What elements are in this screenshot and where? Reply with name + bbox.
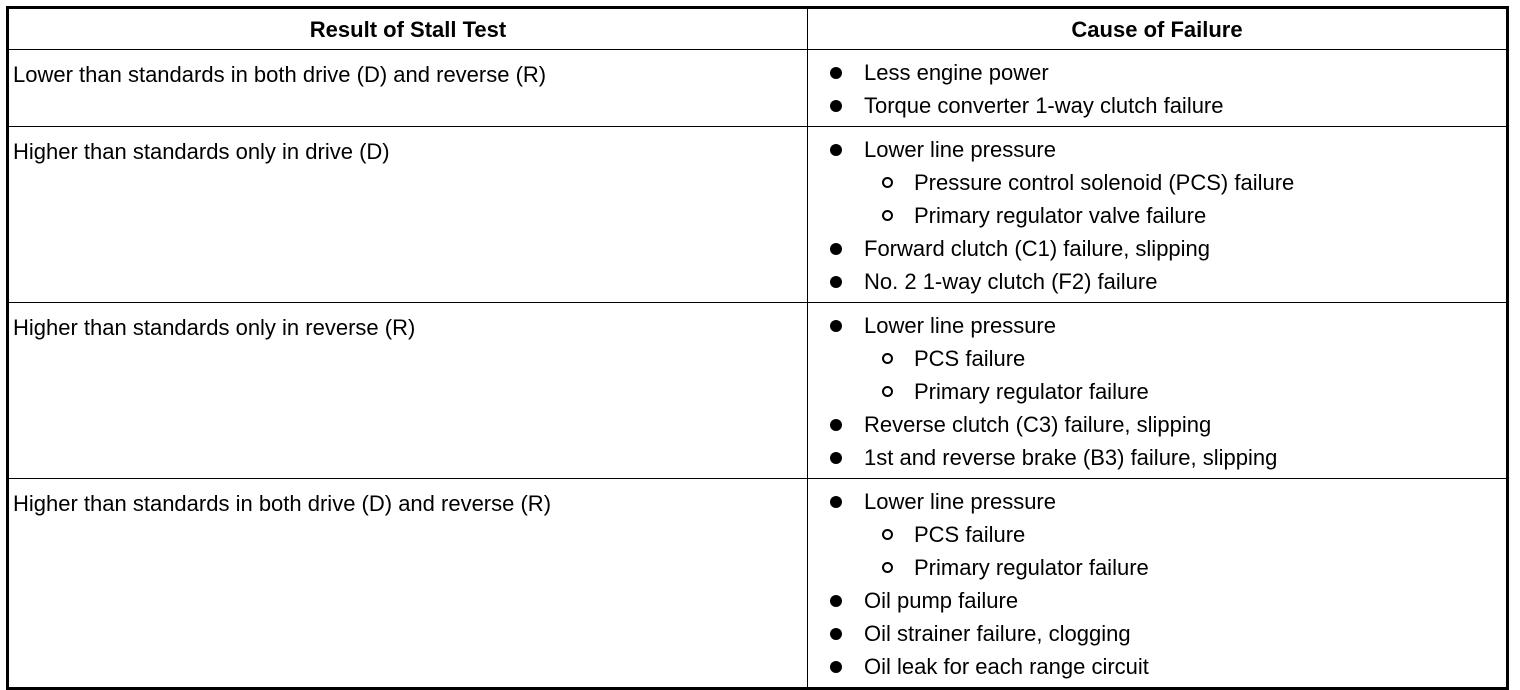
cause-item	[830, 56, 1506, 89]
filled-bullet-icon	[830, 496, 842, 508]
cause-text: Lower line pressure	[864, 137, 1056, 162]
cause-text: Oil leak for each range circuit	[864, 654, 1149, 679]
cause-item	[830, 265, 1506, 298]
cause-text: Primary regulator failure	[914, 555, 1149, 580]
cause-text: Less engine power	[864, 60, 1049, 85]
cause-subitem	[830, 342, 1506, 375]
result-cell: Higher than standards only in reverse (R)	[8, 303, 808, 479]
filled-bullet-icon	[830, 419, 842, 431]
cause-text: PCS failure	[914, 346, 1026, 371]
cause-subitem	[830, 166, 1506, 199]
table-row	[8, 127, 1508, 303]
cause-text: Primary regulator valve failure	[914, 203, 1207, 228]
cause-cell	[808, 50, 1508, 127]
header-cause: Cause of Failure	[808, 8, 1508, 50]
cause-text: Reverse clutch (C3) failure, slipping	[864, 412, 1212, 437]
cause-item	[830, 441, 1506, 474]
cause-text: Torque converter 1-way clutch failure	[864, 93, 1224, 118]
cause-cell	[808, 479, 1508, 689]
cause-text: Lower line pressure	[864, 313, 1056, 338]
cause-item	[830, 232, 1506, 265]
table-body	[8, 50, 1508, 689]
cause-item	[830, 584, 1506, 617]
hollow-bullet-icon	[882, 177, 893, 188]
cause-text: Pressure control solenoid (PCS) failure	[914, 170, 1295, 195]
filled-bullet-icon	[830, 144, 842, 156]
header-row	[8, 8, 1508, 50]
cause-cell	[808, 303, 1508, 479]
filled-bullet-icon	[830, 243, 842, 255]
stall-test-table	[6, 6, 1509, 690]
hollow-bullet-icon	[882, 353, 893, 364]
filled-bullet-icon	[830, 100, 842, 112]
filled-bullet-icon	[830, 628, 842, 640]
result-cell: Higher than standards in both drive (D) and reverse (R)	[8, 479, 808, 689]
cause-text: Oil pump failure	[864, 588, 1019, 613]
header-result: Result of Stall Test	[8, 8, 808, 50]
cause-text: Oil strainer failure, clogging	[864, 621, 1131, 646]
filled-bullet-icon	[830, 452, 842, 464]
cause-text: Forward clutch (C1) failure, slipping	[864, 236, 1211, 261]
cause-item	[830, 617, 1506, 650]
cause-item	[830, 133, 1506, 166]
result-cell: Higher than standards only in drive (D)	[8, 127, 808, 303]
cause-item	[830, 408, 1506, 441]
hollow-bullet-icon	[882, 529, 893, 540]
cause-subitem	[830, 518, 1506, 551]
cause-text: PCS failure	[914, 522, 1026, 547]
filled-bullet-icon	[830, 67, 842, 79]
filled-bullet-icon	[830, 661, 842, 673]
filled-bullet-icon	[830, 276, 842, 288]
cause-text: Lower line pressure	[864, 489, 1056, 514]
filled-bullet-icon	[830, 595, 842, 607]
cause-subitem	[830, 199, 1506, 232]
cause-item	[830, 89, 1506, 122]
cause-item	[830, 650, 1506, 683]
result-cell: Lower than standards in both drive (D) and reverse (R)	[8, 50, 808, 127]
filled-bullet-icon	[830, 320, 842, 332]
cause-text: No. 2 1-way clutch (F2) failure	[864, 269, 1158, 294]
cause-text: 1st and reverse brake (B3) failure, slipping	[864, 445, 1278, 470]
hollow-bullet-icon	[882, 562, 893, 573]
hollow-bullet-icon	[882, 210, 893, 221]
cause-text: Primary regulator failure	[914, 379, 1149, 404]
cause-item	[830, 485, 1506, 518]
cause-item	[830, 309, 1506, 342]
hollow-bullet-icon	[882, 386, 893, 397]
cause-subitem	[830, 375, 1506, 408]
cause-cell	[808, 127, 1508, 303]
table-row	[8, 479, 1508, 689]
table-row	[8, 50, 1508, 127]
table-row	[8, 303, 1508, 479]
cause-subitem	[830, 551, 1506, 584]
